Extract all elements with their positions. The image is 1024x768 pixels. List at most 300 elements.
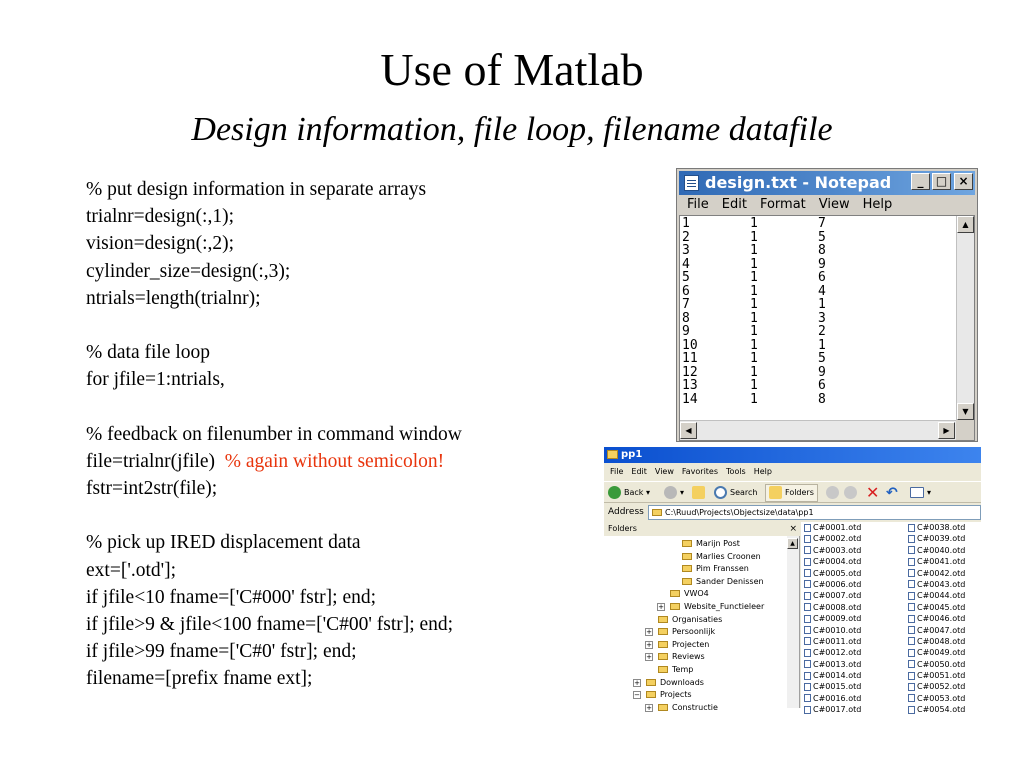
- notepad-menu-help[interactable]: Help: [862, 197, 893, 212]
- file-name: C#0002.otd: [813, 534, 862, 544]
- notepad-value: 1: [750, 256, 758, 272]
- file-doc-icon: [804, 524, 811, 532]
- tree-item-label: Marlies Croonen: [696, 551, 761, 561]
- code-text: vision=design(:,2);: [86, 233, 235, 255]
- notepad-menu-file[interactable]: File: [687, 197, 709, 212]
- file-column-2: [908, 522, 965, 716]
- code-line: [86, 312, 556, 339]
- file-name: C#0038.otd: [917, 523, 966, 532]
- file-item[interactable]: [908, 579, 965, 590]
- file-name: C#0042.otd: [917, 568, 966, 578]
- address-value: C:\Ruud\Projects\Objectsize\data\pp1: [665, 508, 814, 517]
- tree-item[interactable]: [646, 702, 718, 714]
- copy-to-icon: [844, 486, 857, 499]
- notepad-titlebar[interactable]: [679, 171, 975, 195]
- file-doc-icon: [804, 694, 811, 702]
- code-text: % data file loop: [86, 342, 210, 364]
- tree-item[interactable]: [670, 588, 709, 600]
- file-name: C#0052.otd: [917, 682, 966, 692]
- notepad-value: 4: [682, 256, 690, 272]
- explorer-menubar: [604, 465, 981, 479]
- file-name: C#0044.otd: [917, 591, 966, 601]
- notepad-value: 8: [818, 391, 826, 407]
- code-text: % pick up IRED displacement data: [86, 532, 361, 554]
- folder-icon: [607, 450, 618, 459]
- file-doc-icon: [804, 615, 811, 623]
- file-name: C#0054.otd: [917, 705, 966, 715]
- file-doc-icon: [804, 706, 811, 714]
- explorer-menu-favorites[interactable]: Favorites: [681, 467, 719, 476]
- maximize-button[interactable]: □: [932, 173, 951, 190]
- code-text: % feedback on filenumber in command window: [86, 423, 462, 445]
- tree-item[interactable]: [682, 538, 740, 550]
- notepad-value: 1: [682, 216, 690, 231]
- code-text: if jfile>9 & jfile<100 fname=['C#00' fstr]; end;: [86, 614, 454, 635]
- folders-scrollbar[interactable]: [787, 536, 799, 708]
- file-doc-icon: [804, 603, 811, 611]
- notepad-value: 1: [750, 364, 758, 380]
- tree-item-label: Marijn Post: [696, 539, 740, 548]
- file-name: C#0016.otd: [813, 693, 862, 703]
- file-name: C#0005.otd: [813, 568, 862, 578]
- file-item[interactable]: [804, 636, 861, 647]
- views-icon: [910, 487, 924, 498]
- tree-expander-icon[interactable]: +: [646, 653, 652, 662]
- file-doc-icon: [804, 580, 811, 588]
- notepad-value: 1: [750, 324, 758, 339]
- file-item[interactable]: [908, 670, 965, 681]
- notepad-value: 6: [682, 283, 690, 299]
- code-text: ntrials=length(trialnr);: [86, 287, 261, 309]
- file-doc-icon: [804, 592, 811, 600]
- file-item[interactable]: [804, 670, 861, 681]
- tree-expander-icon[interactable]: +: [646, 640, 652, 649]
- code-text: % put design information in separate arrays: [86, 179, 427, 200]
- notepad-value: 1: [750, 337, 758, 353]
- file-name: C#0014.otd: [813, 671, 862, 681]
- delete-x-icon: ✕: [866, 483, 880, 502]
- notepad-value: 10: [682, 337, 698, 353]
- tree-folder-icon: [682, 578, 692, 585]
- file-item[interactable]: [908, 602, 965, 613]
- explorer-menu-edit[interactable]: Edit: [631, 467, 647, 476]
- notepad-value: 2: [682, 229, 690, 245]
- file-doc-icon: [908, 649, 915, 657]
- file-item[interactable]: [804, 545, 861, 556]
- address-label: Address: [608, 507, 644, 517]
- notepad-value: 1: [818, 297, 826, 312]
- code-line: [86, 611, 556, 638]
- code-block: [86, 176, 556, 693]
- tree-item[interactable]: [682, 563, 749, 575]
- notepad-value: 1: [750, 351, 758, 366]
- code-comment: % again without semicolon!: [224, 450, 445, 472]
- vertical-scrollbar[interactable]: [956, 216, 974, 420]
- notepad-line: [682, 379, 826, 393]
- notepad-line: [682, 352, 826, 366]
- tree-item[interactable]: [634, 677, 704, 689]
- tree-folder-icon: [646, 691, 656, 698]
- slide-subtitle: Design information, file loop, filename datafile: [191, 111, 833, 148]
- address-bar: [604, 504, 981, 521]
- file-name: C#0004.otd: [813, 557, 862, 567]
- code-line: [86, 665, 556, 692]
- undo-icon: ↶: [886, 485, 898, 501]
- notepad-line: [682, 285, 826, 299]
- file-item[interactable]: [908, 659, 965, 670]
- file-doc-icon: [804, 649, 811, 657]
- code-text: filename=[prefix fname ext];: [86, 668, 313, 690]
- tree-item-label: Projects: [660, 690, 692, 700]
- move-to-icon: [826, 486, 839, 499]
- file-doc-icon: [804, 558, 811, 566]
- notepad-value: 1: [818, 337, 826, 353]
- file-item[interactable]: [804, 590, 861, 601]
- notepad-line: [682, 339, 826, 353]
- folders-label: Folders: [785, 488, 814, 497]
- code-line: [86, 258, 556, 285]
- notepad-value: 1: [750, 391, 758, 407]
- notepad-line: [682, 312, 826, 326]
- tree-expander-icon[interactable]: −: [634, 691, 640, 700]
- explorer-titlebar[interactable]: [604, 447, 981, 463]
- file-item[interactable]: [804, 568, 861, 579]
- tree-item-label: Organisaties: [672, 614, 723, 624]
- code-text: if jfile>99 fname=['C#0' fstr]; end;: [86, 641, 357, 663]
- copy-to-button[interactable]: [844, 482, 860, 504]
- file-name: C#0003.otd: [813, 545, 862, 555]
- tree-item[interactable]: [646, 639, 710, 651]
- notepad-value: 5: [682, 270, 690, 285]
- tree-item-label: Temp: [672, 665, 694, 674]
- minimize-button[interactable]: _: [911, 173, 930, 190]
- notepad-value: 3: [818, 310, 826, 326]
- code-text: for jfile=1:ntrials,: [86, 369, 225, 391]
- tree-folder-icon: [670, 603, 680, 610]
- code-line: [86, 339, 556, 366]
- tree-expander-icon[interactable]: +: [658, 603, 664, 611]
- tree-item[interactable]: [682, 551, 761, 563]
- file-item[interactable]: [908, 704, 965, 715]
- forward-arrow-icon: [664, 486, 677, 499]
- tree-item-label: Website_Functieleer: [684, 602, 765, 611]
- notepad-value: 5: [818, 351, 826, 366]
- notepad-value: 7: [682, 297, 690, 312]
- explorer-menu-help[interactable]: Help: [753, 467, 772, 476]
- file-doc-icon: [804, 626, 811, 634]
- notepad-value: 2: [818, 324, 826, 339]
- notepad-line: [682, 325, 826, 339]
- file-name: C#0046.otd: [917, 614, 966, 624]
- tree-folder-icon: [658, 653, 668, 660]
- code-line: [86, 584, 556, 611]
- file-doc-icon: [908, 546, 915, 554]
- notepad-value: 8: [818, 243, 826, 258]
- slide-title: Use of Matlab: [380, 44, 644, 95]
- file-doc-icon: [804, 672, 811, 680]
- code-line: [86, 394, 556, 421]
- explorer-toolbar: [604, 481, 981, 503]
- file-item[interactable]: [908, 556, 965, 567]
- file-name: C#0013.otd: [813, 659, 862, 669]
- views-button[interactable]: ▾: [910, 482, 931, 504]
- notepad-value: 8: [682, 310, 690, 326]
- search-icon: [714, 486, 727, 499]
- file-name: C#0045.otd: [917, 602, 966, 612]
- folders-pane-header: [604, 522, 800, 536]
- code-line: [86, 203, 556, 230]
- file-name: C#0001.otd: [813, 523, 862, 532]
- notepad-menubar: [679, 195, 975, 215]
- tree-item-label: Constructie: [672, 702, 718, 712]
- file-name: C#0043.otd: [917, 579, 966, 589]
- notepad-value: 13: [682, 378, 698, 393]
- notepad-line: [682, 298, 826, 312]
- tree-expander-icon[interactable]: +: [646, 703, 652, 712]
- file-item[interactable]: [908, 545, 965, 556]
- scroll-up-icon[interactable]: ▲: [957, 216, 974, 233]
- tree-item[interactable]: [658, 614, 722, 626]
- file-item[interactable]: [804, 579, 861, 590]
- file-name: C#0010.otd: [813, 625, 862, 635]
- notepad-value: 1: [750, 283, 758, 299]
- notepad-window: [676, 168, 978, 442]
- notepad-text-area[interactable]: [679, 215, 975, 441]
- file-name: C#0007.otd: [813, 591, 862, 601]
- file-doc-icon: [908, 637, 915, 645]
- notepad-menu-view[interactable]: View: [818, 197, 850, 212]
- file-name: C#0015.otd: [813, 682, 862, 692]
- file-doc-icon: [908, 535, 915, 543]
- undo-button[interactable]: [886, 482, 898, 504]
- close-button[interactable]: ×: [954, 173, 973, 190]
- file-column-1: [804, 522, 861, 716]
- notepad-value: 5: [818, 229, 826, 245]
- explorer-menu-file[interactable]: File: [610, 467, 624, 476]
- tree-folder-icon: [658, 704, 668, 711]
- tree-folder-icon: [658, 628, 668, 635]
- file-item[interactable]: [804, 647, 861, 658]
- up-folder-icon: [692, 486, 705, 499]
- back-arrow-icon: [608, 486, 621, 499]
- tree-item-label: Downloads: [660, 677, 704, 687]
- back-button[interactable]: Back ▾: [608, 482, 650, 504]
- file-name: C#0049.otd: [917, 648, 966, 658]
- notepad-value: 1: [750, 297, 758, 312]
- file-name: C#0041.otd: [917, 557, 966, 567]
- code-line: [86, 230, 556, 257]
- notepad-value: 1: [750, 229, 758, 245]
- scroll-right-icon[interactable]: ▶: [938, 422, 955, 439]
- file-item[interactable]: [908, 636, 965, 647]
- code-text: trialnr=design(:,1);: [86, 206, 235, 228]
- file-item[interactable]: [908, 590, 965, 601]
- file-item[interactable]: [804, 602, 861, 613]
- file-doc-icon: [908, 580, 915, 588]
- file-name: C#0039.otd: [917, 534, 966, 544]
- file-name: C#0008.otd: [813, 602, 862, 612]
- notepad-line: [682, 366, 826, 380]
- tree-folder-icon: [658, 616, 668, 623]
- notepad-line: [682, 258, 826, 272]
- code-line: [86, 529, 556, 556]
- notepad-value: 1: [750, 243, 758, 258]
- tree-item[interactable]: [646, 651, 705, 663]
- file-item[interactable]: [908, 625, 965, 636]
- code-line: [86, 285, 556, 312]
- notepad-value: 6: [818, 378, 826, 393]
- up-folder-button[interactable]: [692, 482, 708, 504]
- code-line: [86, 176, 556, 203]
- code-text: file=trialnr(jfile): [86, 450, 225, 472]
- tree-item[interactable]: [646, 626, 716, 638]
- file-name: C#0011.otd: [813, 636, 862, 646]
- code-line: [86, 366, 556, 393]
- file-item[interactable]: [804, 522, 861, 533]
- code-text: fstr=int2str(file);: [86, 478, 218, 500]
- horizontal-scrollbar[interactable]: [680, 420, 957, 440]
- scroll-left-icon[interactable]: ◀: [680, 422, 697, 439]
- tree-item[interactable]: [658, 601, 765, 613]
- file-name: C#0017.otd: [813, 705, 862, 715]
- resize-grip-icon[interactable]: [956, 420, 974, 440]
- file-list: [801, 522, 981, 715]
- notepad-value: 1: [750, 310, 758, 326]
- notepad-line: [682, 217, 826, 231]
- file-doc-icon: [804, 535, 811, 543]
- search-label: Search: [730, 488, 758, 497]
- file-item[interactable]: [908, 533, 965, 544]
- notepad-value: 14: [682, 391, 698, 407]
- tree-item-label: Projecten: [672, 639, 710, 649]
- tree-folder-icon: [682, 553, 692, 560]
- scroll-down-icon[interactable]: ▼: [957, 403, 974, 420]
- folders-pane-title: Folders: [608, 524, 637, 533]
- tree-folder-icon: [646, 679, 656, 686]
- file-doc-icon: [908, 603, 915, 611]
- file-item[interactable]: [804, 681, 861, 692]
- code-text: cylinder_size=design(:,3);: [86, 260, 291, 282]
- notepad-value: 1: [750, 216, 758, 231]
- file-item[interactable]: [908, 613, 965, 624]
- file-item[interactable]: [908, 647, 965, 658]
- notepad-value: 7: [818, 216, 826, 231]
- file-item[interactable]: [804, 693, 861, 704]
- tree-item-label: Pim Franssen: [696, 564, 749, 574]
- file-item[interactable]: [804, 613, 861, 624]
- file-doc-icon: [804, 683, 811, 691]
- tree-folder-icon: [670, 590, 680, 597]
- file-name: C#0053.otd: [917, 693, 966, 703]
- explorer-menu-view[interactable]: View: [654, 467, 674, 476]
- address-folder-icon: [652, 509, 662, 516]
- file-doc-icon: [908, 694, 915, 702]
- file-item[interactable]: [908, 693, 965, 704]
- search-button[interactable]: [714, 482, 757, 504]
- move-to-button[interactable]: [826, 482, 842, 504]
- notepad-menu-format[interactable]: Format: [759, 197, 806, 212]
- code-line: [86, 421, 556, 448]
- file-item[interactable]: [908, 681, 965, 692]
- code-line: [86, 557, 556, 584]
- address-input[interactable]: [648, 505, 981, 520]
- forward-button[interactable]: ▾: [664, 482, 684, 504]
- file-item[interactable]: [908, 568, 965, 579]
- file-doc-icon: [908, 524, 915, 532]
- folders-button[interactable]: [765, 484, 818, 502]
- close-pane-icon[interactable]: ×: [789, 524, 797, 534]
- file-doc-icon: [804, 546, 811, 554]
- notepad-value: 1: [750, 270, 758, 285]
- file-doc-icon: [908, 558, 915, 566]
- tree-folder-icon: [658, 666, 668, 673]
- notepad-line: [682, 231, 826, 245]
- explorer-title: pp1: [621, 449, 643, 460]
- tree-item[interactable]: [682, 576, 764, 588]
- tree-item-label: Persoonlijk: [672, 627, 716, 637]
- notepad-value: 3: [682, 243, 690, 258]
- notepad-menu-edit[interactable]: Edit: [721, 197, 747, 212]
- file-doc-icon: [908, 626, 915, 634]
- file-name: C#0040.otd: [917, 545, 966, 555]
- notepad-value: 4: [818, 283, 826, 299]
- tree-folder-icon: [682, 565, 692, 572]
- file-name: C#0006.otd: [813, 579, 862, 589]
- file-doc-icon: [804, 569, 811, 577]
- tree-expander-icon[interactable]: +: [634, 678, 640, 687]
- notepad-line: [682, 271, 826, 285]
- file-item[interactable]: [804, 556, 861, 567]
- notepad-value: 9: [818, 256, 826, 272]
- notepad-icon: [684, 175, 699, 191]
- notepad-value: 1: [750, 378, 758, 393]
- code-line: [86, 502, 556, 529]
- file-item[interactable]: [804, 533, 861, 544]
- back-label: Back: [624, 488, 644, 497]
- tree-item[interactable]: [634, 689, 692, 701]
- explorer-menu-tools[interactable]: Tools: [726, 467, 746, 476]
- folders-scroll-up-icon[interactable]: ▲: [787, 538, 798, 549]
- tree-expander-icon[interactable]: +: [646, 628, 652, 637]
- notepad-value: 9: [818, 364, 826, 380]
- notepad-value: 11: [682, 351, 698, 366]
- file-doc-icon: [908, 706, 915, 714]
- notepad-value: 12: [682, 364, 698, 380]
- file-name: C#0047.otd: [917, 625, 966, 635]
- file-name: C#0048.otd: [917, 636, 966, 646]
- delete-button[interactable]: [866, 482, 879, 504]
- code-line: [86, 475, 556, 502]
- file-name: C#0009.otd: [813, 614, 862, 624]
- folders-pane: [604, 522, 800, 712]
- file-doc-icon: [908, 615, 915, 623]
- tree-item[interactable]: [658, 664, 693, 676]
- file-item[interactable]: [804, 625, 861, 636]
- code-line: [86, 638, 556, 665]
- file-doc-icon: [908, 660, 915, 668]
- file-item[interactable]: [908, 522, 965, 533]
- notepad-value: 9: [682, 324, 690, 339]
- file-doc-icon: [908, 569, 915, 577]
- file-item[interactable]: [804, 659, 861, 670]
- notepad-line: [682, 393, 826, 407]
- folders-icon: [769, 486, 782, 499]
- code-text: ext=['.otd'];: [86, 559, 177, 581]
- file-name: C#0051.otd: [917, 671, 966, 681]
- file-item[interactable]: [804, 704, 861, 715]
- file-doc-icon: [908, 592, 915, 600]
- notepad-text: [682, 217, 826, 406]
